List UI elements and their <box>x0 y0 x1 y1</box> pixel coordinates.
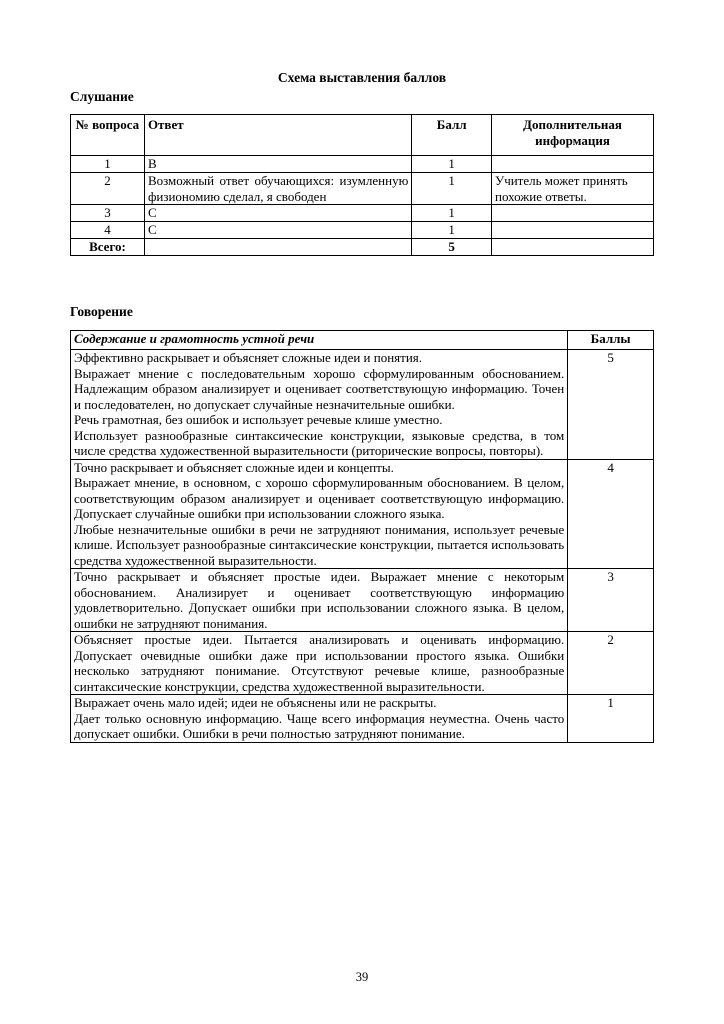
header-content: Содержание и грамотность устной речи <box>71 331 568 350</box>
score-cell: 1 <box>412 173 492 205</box>
criteria-line: Объясняет простые идеи. Пытается анализировать и оценивать информацию. Допускает очевидные ошибки даже при использовании простого языка. Ошибки несколько затрудняют понимание. Отсутствуют речевые клише, разнообразные синтаксические конструкции, средства художественной выразительности. <box>74 632 565 694</box>
answer-cell: C <box>144 222 411 239</box>
points-cell: 1 <box>568 695 654 743</box>
table-row <box>71 222 654 239</box>
points-cell: 2 <box>568 632 654 695</box>
answer-cell: C <box>144 205 411 222</box>
criteria-cell <box>71 695 568 743</box>
criteria-line: Эффективно раскрывает и объясняет сложные идеи и понятия. <box>74 350 423 365</box>
speaking-table <box>70 330 654 743</box>
points-cell: 5 <box>568 350 654 460</box>
criteria-line: Выражает мнение, в основном, с хорошо сформулированным обоснованием. В целом, соответствующим образом анализирует и оценивает соответствующую информацию. Допускает случайные ошибки при использовании сложного языка. <box>74 475 565 521</box>
info-cell: Учитель может принять похожие ответы. <box>491 173 653 205</box>
total-label: Всего: <box>71 239 145 256</box>
answer-cell: Возможный ответ обучающихся: изумленную физиономию сделал, я свободен <box>144 173 411 205</box>
listening-table <box>70 114 654 256</box>
table-row <box>71 569 654 632</box>
points-cell: 3 <box>568 569 654 632</box>
header-question-number: № вопроса <box>71 115 145 156</box>
answer-cell: B <box>144 156 411 173</box>
page-title: Схема выставления баллов <box>277 70 447 85</box>
score-cell: 1 <box>412 205 492 222</box>
info-cell <box>491 222 653 239</box>
criteria-line: Выражает мнение с последовательным хорошо сформулированным обоснованием. Надлежащим образом анализирует и оценивает соответствующую информацию. Точен и последователен, но допускает случайные незначительные ошибки. <box>74 365 565 412</box>
score-cell: 1 <box>412 222 492 239</box>
page-number: 39 <box>355 970 369 984</box>
speaking-heading: Говорение <box>70 304 133 319</box>
question-number: 4 <box>71 222 145 239</box>
header-additional-info: Дополнительная информация <box>491 115 653 156</box>
criteria-line: Выражает очень мало идей; идеи не объяснены или не раскрыты. <box>74 695 437 710</box>
question-number: 1 <box>71 156 145 173</box>
score-cell: 1 <box>412 156 492 173</box>
total-empty-cell <box>491 239 653 256</box>
speaking-header-row <box>71 331 654 350</box>
criteria-line: Любые незначительные ошибки в речи не затрудняют понимания, использует речевые клише. Использует разнообразные синтаксические конструкции, пытается использовать средства художественной выразительности. <box>74 521 565 568</box>
criteria-line: Точно раскрывает и объясняет простые идеи. Выражает мнение с некоторым обоснованием. Анализирует и оценивает соответствующую информацию удовлетворительно. Допускает ошибки при использовании сложного языка. В целом, ошибки не затрудняют понимания. <box>74 569 565 631</box>
listening-heading: Слушание <box>70 89 134 104</box>
header-points: Баллы <box>568 331 654 350</box>
info-cell <box>491 205 653 222</box>
header-score: Балл <box>412 115 492 156</box>
total-row <box>71 239 654 256</box>
criteria-line: Использует разнообразные синтаксические конструкции, языковые средства, в том числе средства художественной выразительности (риторические вопросы, повторы). <box>74 427 565 458</box>
criteria-cell <box>71 569 568 632</box>
table-row <box>71 350 654 460</box>
total-empty-cell <box>144 239 411 256</box>
table-row <box>71 173 654 205</box>
table-row <box>71 459 654 569</box>
question-number: 3 <box>71 205 145 222</box>
total-score: 5 <box>412 239 492 256</box>
criteria-line: Речь грамотная, без ошибок и использует речевые клише уместно. <box>74 412 443 427</box>
table-row <box>71 205 654 222</box>
criteria-line: Дает только основную информацию. Чаще всего информация неуместна. Очень часто допускает ошибки. Ошибки в речи полностью затрудняют понимание. <box>74 710 565 741</box>
criteria-line: Точно раскрывает и объясняет сложные идеи и концепты. <box>74 459 394 475</box>
listening-header-row <box>71 115 654 156</box>
table-row <box>71 695 654 743</box>
table-row <box>71 632 654 695</box>
header-answer: Ответ <box>144 115 411 156</box>
question-number: 2 <box>71 173 145 205</box>
points-cell: 4 <box>568 459 654 569</box>
criteria-cell <box>71 350 568 460</box>
criteria-cell <box>71 632 568 695</box>
criteria-cell <box>71 459 568 569</box>
table-row <box>71 156 654 173</box>
info-cell <box>491 156 653 173</box>
